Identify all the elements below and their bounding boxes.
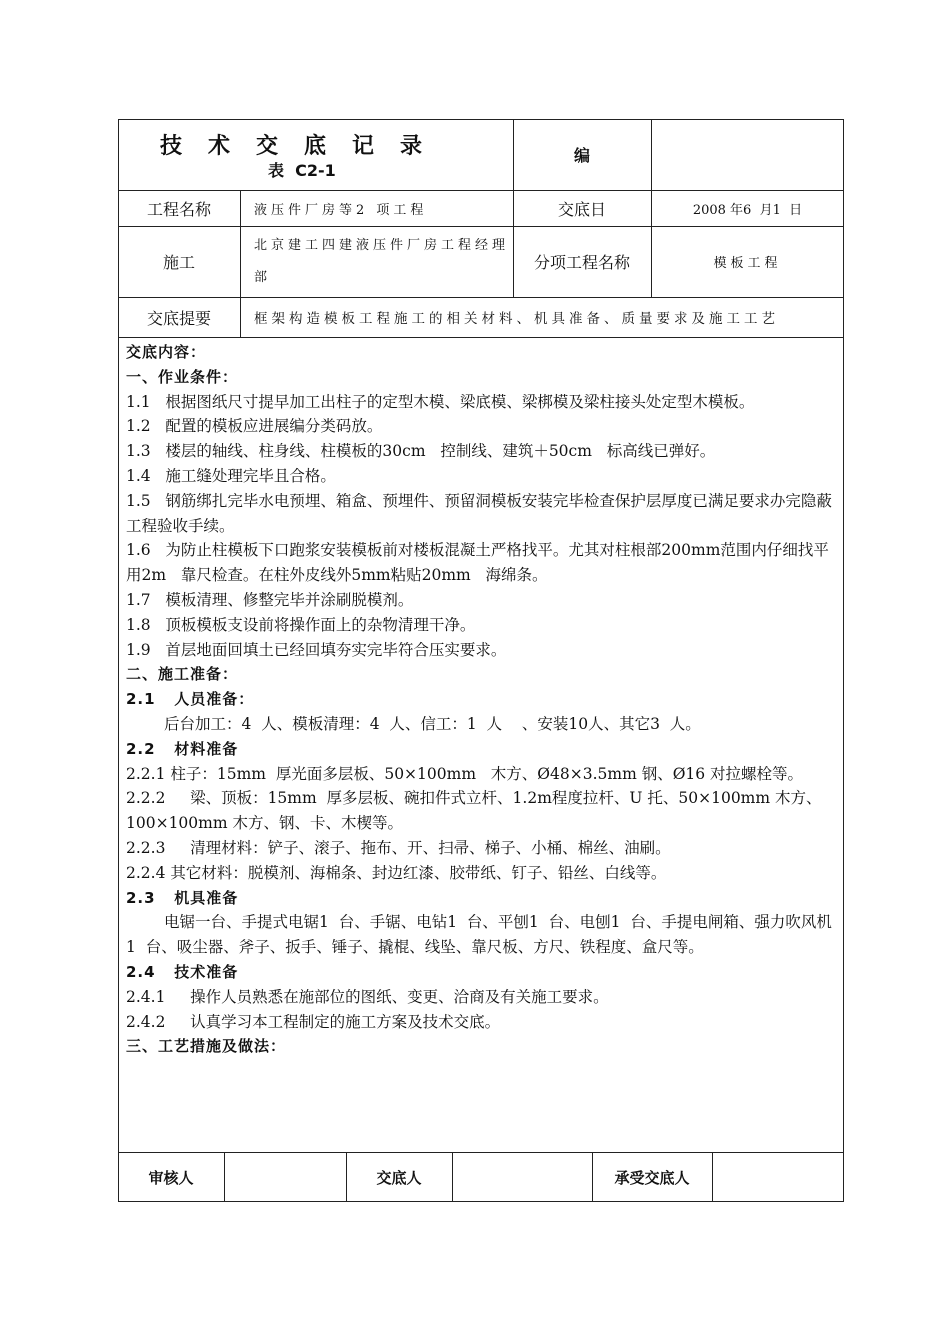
- content-line: 后台加工：4 人、模板清理：4 人、信工：1 人 、安装10人、其它3 人。: [164, 714, 701, 733]
- section-heading: 三、工艺措施及做法：: [126, 1037, 287, 1056]
- content-line: 1.5 钢筋绑扎完毕水电预埋、箱盒、预埋件、预留洞模板安装完毕检查保护层厚度已满足要求办完隐蔽工程验收手续。: [126, 491, 832, 535]
- document-title: 技术交底记录: [160, 133, 449, 159]
- content-line: 2.2.2 梁、顶板：15mm 厚多层板、碗扣件式立杆、1.2m程度拉杆、U 托、50×100mm 木方、100×100mm 木方、钢、卡、木楔等。: [126, 789, 822, 833]
- content-line: 2.2.3 清理材料：铲子、滚子、拖布、开、扫帚、梯子、小桶、棉丝、油刷。: [126, 838, 671, 857]
- content-line: 1.6 为防止柱模板下口跑浆安装模板前对楼板混凝土严格找平。尤其对柱根部200mm范围内仔细找平用2m 靠尺检查。在柱外皮线外5mm粘贴20mm 海绵条。: [126, 541, 829, 585]
- content-line: 2.2.4 其它材料：脱模剂、海棉条、封边红漆、胶带纸、钉子、铅丝、白线等。: [126, 863, 667, 882]
- summary-value: 框架构造模板工程施工的相关材料、机具准备、质量要求及施工工艺: [254, 311, 779, 327]
- content-line: 1.9 首层地面回填土已经回填夯实完毕符合压实要求。: [126, 640, 507, 659]
- content-line: 1.4 施工缝处理完毕且合格。: [126, 466, 336, 485]
- disclosure-date-label: 交底日: [557, 199, 606, 219]
- reviewer-label: 审核人: [148, 1168, 194, 1187]
- bian-label: 编: [573, 146, 590, 165]
- disclosure-content: [126, 340, 834, 1059]
- section-heading: 2.2 材料准备: [126, 739, 239, 758]
- content-line: 2.2.1 柱子：15mm 厚光面多层板、50×100mm 木方、Ø48×3.5mm 钢、Ø16 对拉螺栓等。: [126, 764, 804, 783]
- receiver-label: 承受交底人: [614, 1168, 690, 1187]
- section-heading: 2.4 技术准备: [126, 962, 239, 981]
- discloser-label: 交底人: [376, 1168, 422, 1187]
- section-heading: 交底内容：: [126, 343, 207, 361]
- section-heading: 二、施工准备：: [126, 665, 239, 684]
- disclosure-date-value: 2008 年6 月1 日: [692, 202, 803, 218]
- project-name-label: 工程名称: [146, 199, 211, 219]
- subitem-label: 分项工程名称: [533, 253, 630, 272]
- form-number: 表 C2-1: [268, 160, 336, 180]
- construction-value: 北京建工四建液压件厂房工程经理部: [254, 237, 510, 285]
- col-divider: [240, 190, 241, 337]
- content-line: 电锯一台、手提式电锯1 台、手锯、电钻1 台、平刨1 台、电刨1 台、手提电闸箱、强力吹风机1 台、吸尘器、斧子、扳手、锤子、撬棍、线坠、靠尺板、方尺、铁程度、盒尺等。: [126, 913, 832, 957]
- row-divider: [118, 337, 844, 338]
- section-heading: 一、作业条件：: [126, 367, 239, 386]
- subitem-value: 模板工程: [713, 256, 782, 271]
- section-heading: 2.1 人员准备：: [126, 690, 255, 709]
- project-name-value: 液压件厂房等2 项工程: [254, 202, 428, 218]
- summary-label: 交底提要: [146, 308, 211, 328]
- content-line: 1.7 模板清理、修整完毕并涂刷脱模剂。: [126, 590, 414, 609]
- content-line: 1.8 顶板模板支设前将操作面上的杂物清理干净。: [126, 615, 476, 634]
- content-line: 2.4.2 认真学习本工程制定的施工方案及技术交底。: [126, 1012, 501, 1031]
- content-line: 2.4.1 操作人员熟悉在施部位的图纸、变更、洽商及有关施工要求。: [126, 987, 609, 1006]
- section-heading: 2.3 机具准备: [126, 888, 239, 907]
- construction-label: 施工: [162, 253, 195, 272]
- content-line: 1.1 根据图纸尺寸提早加工出柱子的定型木模、梁底模、梁梆模及梁柱接头处定型木模板。: [126, 392, 755, 411]
- content-line: 1.2 配置的模板应进展编分类码放。: [126, 417, 383, 436]
- content-line: 1.3 楼层的轴线、柱身线、柱模板的30cm 控制线、建筑＋50cm 标高线已弹好。: [126, 442, 716, 461]
